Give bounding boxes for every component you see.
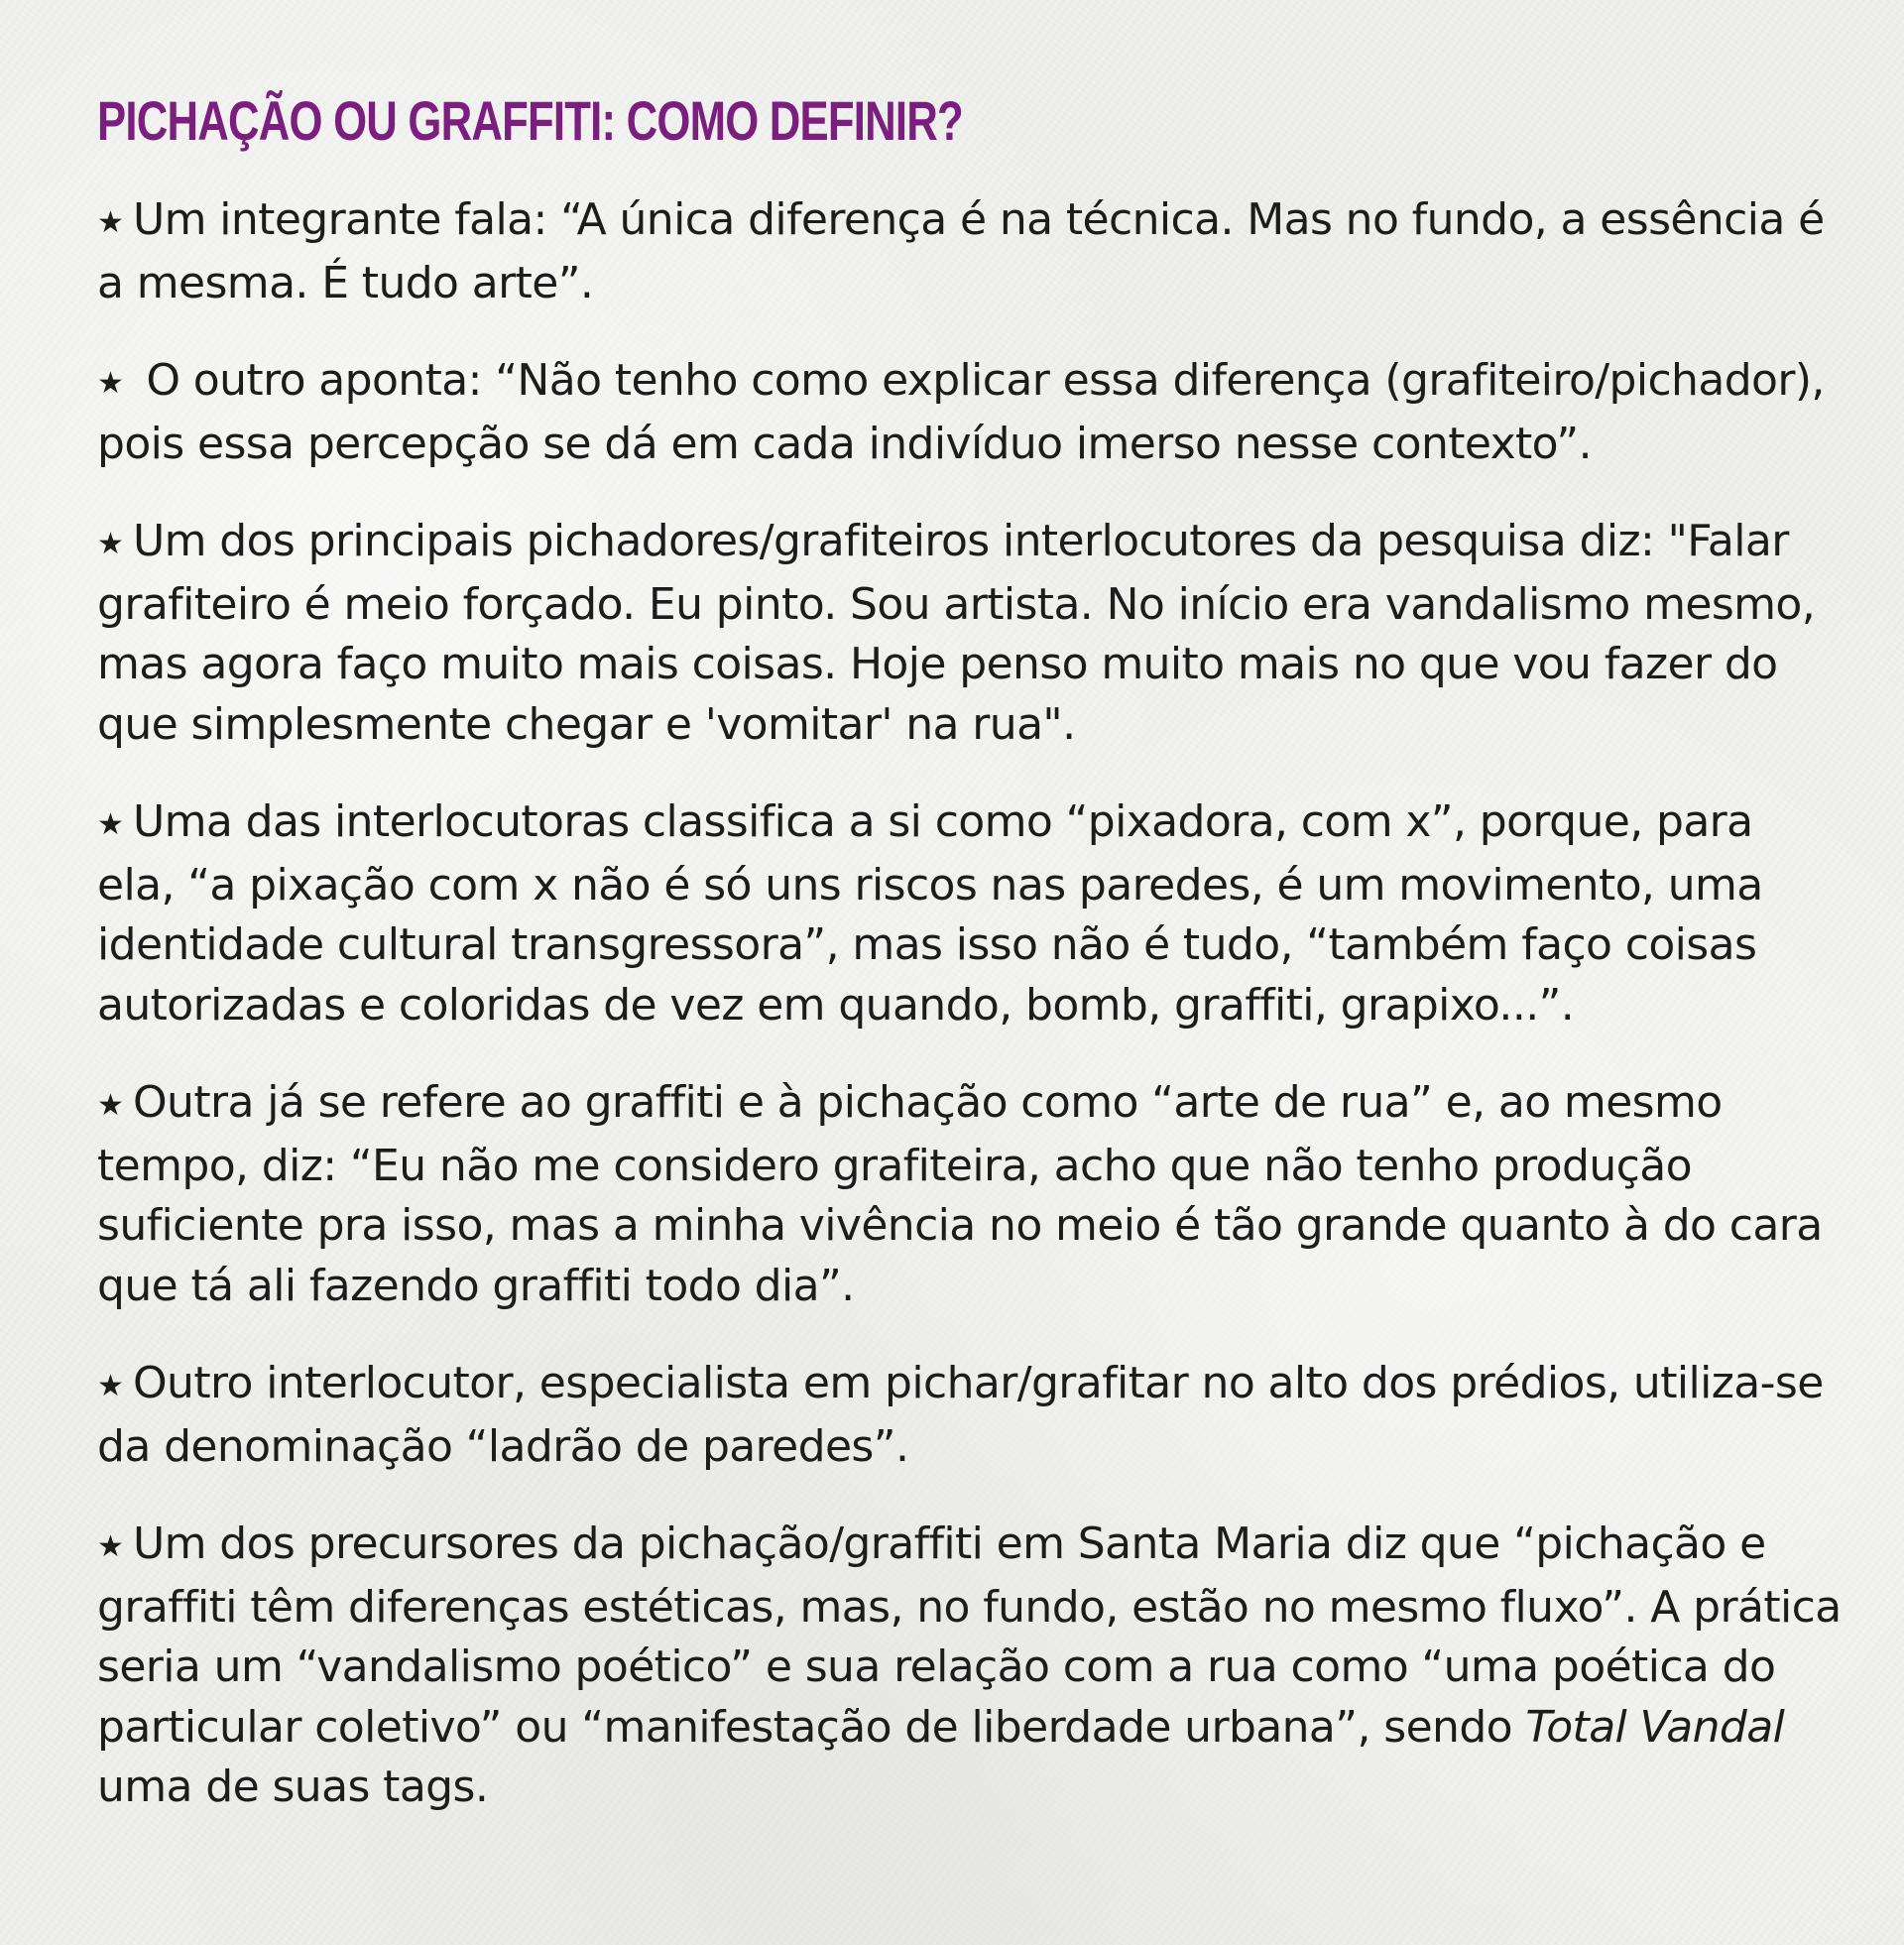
item-text: O outro aponta: “Não tenho como explicar essa diferença (grafiteiro/pichador), pois essa percepção se dá em cada indivíduo imerso nesse contexto”. xyxy=(97,355,1839,469)
item-text: Uma das interlocutoras classifica a si como “pixadora, com x”, porque, para ela, “a pixação com x não é só uns riscos nas paredes, é um movimento, uma identidade cultural transgressora”, mas isso não é tudo, “também faço coisas autorizadas e coloridas de vez em quando, bomb, graffiti, grapixo...”. xyxy=(97,796,1763,1031)
list-item xyxy=(97,1354,1843,1477)
star-icon: ★ xyxy=(97,527,124,561)
list-item xyxy=(97,792,1843,1035)
page-title: PICHAÇÃO OU GRAFFITI: COMO DEFINIR? xyxy=(97,89,963,152)
star-icon: ★ xyxy=(97,366,124,401)
item-text: Outra já se refere ao graffiti e à pichação como “arte de rua” e, ao mesmo tempo, diz: “Eu não me considero grafiteira, acho que não tenho produção suficiente pra isso, mas a minha vivência no meio é tão grande quanto à do cara que tá ali fazendo graffiti todo dia”. xyxy=(97,1077,1823,1311)
list-item xyxy=(97,1515,1843,1818)
item-text: Um dos principais pichadores/grafiteiros interlocutores da pesquisa diz: "Falar grafiteiro é meio forçado. Eu pinto. Sou artista. No início era vandalismo mesmo, mas agora faço muito mais coisas. Hoje penso muito mais no que vou fazer do que simplesmente chegar e 'vomitar' na rua". xyxy=(97,516,1816,750)
star-icon: ★ xyxy=(97,1529,124,1564)
item-text: Um dos precursores da pichação/graffiti em Santa Maria diz que “pichação e graffiti têm diferenças estéticas, mas, no fundo, estão no mesmo fluxo”. A prática seria um “vandalismo poético” e sua relação com a rua como “uma poética do particular coletivo” ou “manifestação de liberdade urbana”, sendo xyxy=(97,1519,1842,1753)
star-icon: ★ xyxy=(97,1088,124,1123)
list-item xyxy=(97,190,1843,313)
star-icon: ★ xyxy=(97,205,124,240)
star-icon: ★ xyxy=(97,1369,124,1403)
list-item xyxy=(97,512,1843,755)
document-page xyxy=(97,87,1843,1856)
item-text: Um integrante fala: “A única diferença é na técnica. Mas no fundo, a essência é a mesma. É tudo arte”. xyxy=(97,194,1825,308)
item-text-end: uma de suas tags. xyxy=(97,1762,489,1812)
tag-name: Total Vandal xyxy=(1525,1701,1785,1753)
list-item xyxy=(97,351,1843,474)
star-icon: ★ xyxy=(97,807,124,842)
item-text: Outro interlocutor, especialista em pichar/grafitar no alto dos prédios, utiliza-se da denominação “ladrão de paredes”. xyxy=(97,1358,1824,1472)
list-item xyxy=(97,1073,1843,1316)
